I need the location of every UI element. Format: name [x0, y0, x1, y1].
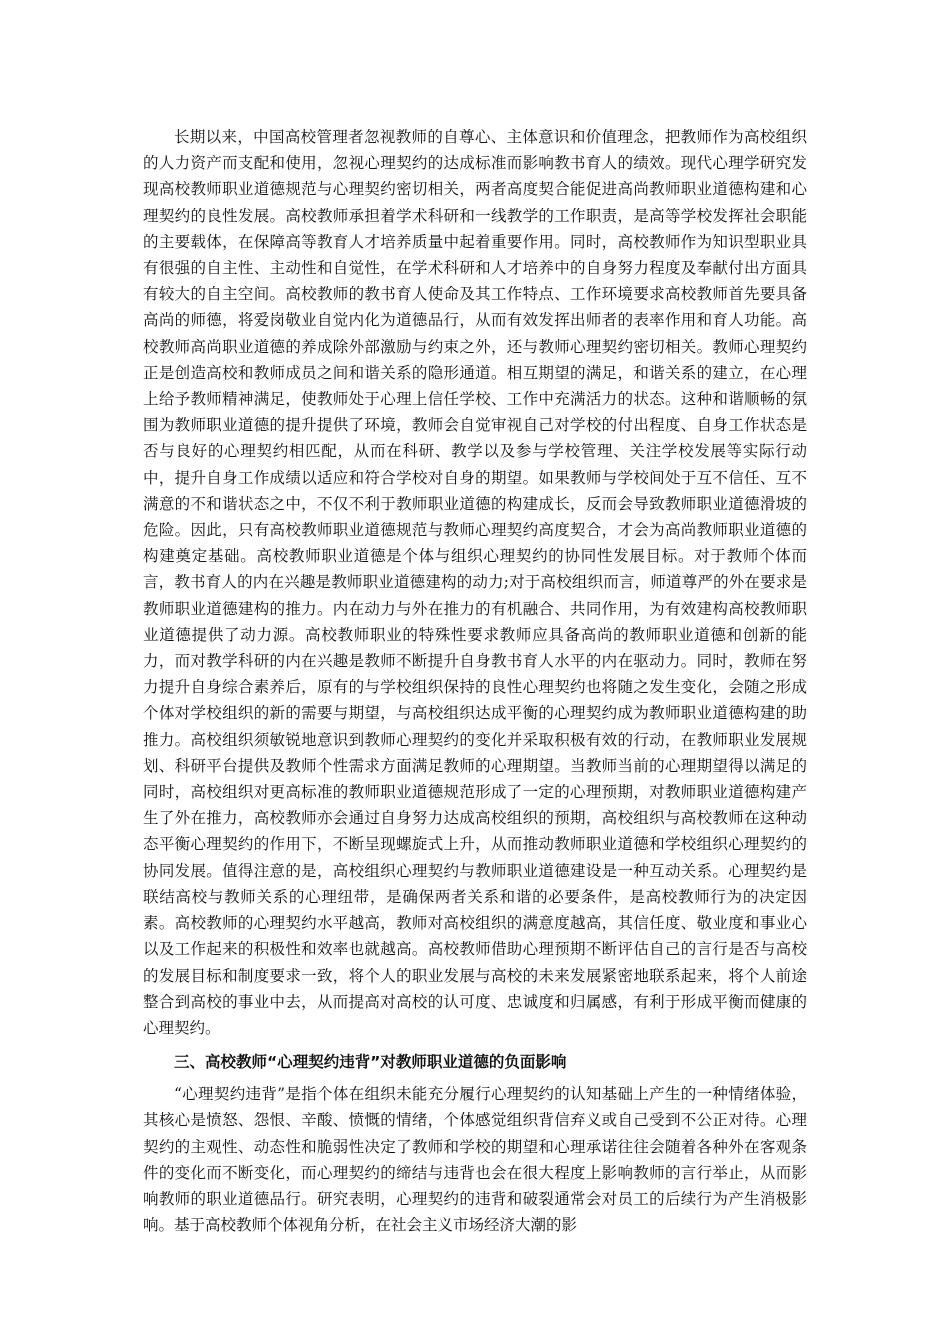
body-paragraph-1: 长期以来，中国高校管理者忽视教师的自尊心、主体意识和价值理念，把教师作为高校组织的人力资产而支配和使用，忽视心理契约的达成标准而影响教书育人的绩效。现代心理学研究发现高校教师职业道德规范与心理契约密切相关，两者高度契合能促进高尚教师职业道德构建和心理契约的良性发展。高校教师承担着学术科研和一线教学的工作职责，是高等学校发挥社会职能的主要载体，在保障高等教育人才培养质量中起着重要作用。同时，高校教师作为知识型职业具有很强的自主性、主动性和自觉性，在学术科研和人才培养中的自身努力程度及奉献付出方面具有较大的自主空间。高校教师的教书育人使命及其工作特点、工作环境要求高校教师首先要具备高尚的师德，将爱岗敬业自觉内化为道德品行，从而有效发挥出师者的表率作用和育人功能。高校教师高尚职业道德的养成除外部激励与约束之外，还与教师心理契约密切相关。教师心理契约正是创造高校和教师成员之间和谐关系的隐形通道。相互期望的满足，和谐关系的建立，在心理上给予教师精神满足，使教师处于心理上信任学校、工作中充满活力的状态。这种和谐顺畅的氛围为教师职业道德的提升提供了环境，教师会自觉审视自己对学校的付出程度、自身工作状态是否与良好的心理契约相匹配，从而在科研、教学以及参与学校管理、关注学校发展等实际行动中，提升自身工作成绩以适应和符合学校对自身的期望。如果教师与学校间处于互不信任、互不满意的不和谐状态之中，不仅不利于教师职业道德的构建成长，反而会导致教师职业道德滑坡的危险。因此，只有高校教师职业道德规范与教师心理契约高度契合，才会为高尚教师职业道德的构建奠定基础。高校教师职业道德是个体与组织心理契约的协同性发展目标。对于教师个体而言，教书育人的内在兴趣是教师职业道德建构的动力;对于高校组织而言，师道尊严的外在要求是教师职业道德建构的推力。内在动力与外在推力的有机融合、共同作用，为有效建构高校教师职业道德提供了动力源。高校教师职业的特殊性要求教师应具备高尚的教师职业道德和创新的能力，而对教学科研的内在兴趣是教师不断提升自身教书育人水平的内在驱动力。同时，教师在努力提升自身综合素养后，原有的与学校组织保持的良性心理契约也将随之发生变化，会随之形成个体对学校组织的新的需要与期望，与高校组织达成平衡的心理契约成为教师职业道德构建的助推力。高校组织须敏锐地意识到教师心理契约的变化并采取积极有效的行动，在教师职业发展规划、科研平台提供及教师个性需求方面满足教师的心理期望。当教师当前的心理期望得以满足的同时，高校组织对更高标准的教师职业道德规范形成了一定的心理预期，对教师职业道德构建产生了外在推力，高校教师亦会通过自身努力达成高校组织的预期，高校组织与高校教师在这种动态平衡心理契约的作用下，不断呈现螺旋式上升，从而推动教师职业道德和学校组织心理契约的协同发展。值得注意的是，高校组织心理契约与教师职业道德建设是一种互动关系。心理契约是联结高校与教师关系的心理纽带，是确保两者关系和谐的必要条件，是高校教师行为的决定因素。高校教师的心理契约水平越高，教师对高校组织的满意度越高，其信任度、敬业度和事业心以及工作起来的积极性和效率也就越高。高校教师借助心理预期不断评估自己的言行是否与高校的发展目标和制度要求一致，将个人的职业发展与高校的未来发展紧密地联系起来，将个人前途整合到高校的事业中去，从而提高对高校的认可度、忠诚度和归属感，有利于形成平衡而健康的心理契约。	[143, 128, 807, 1037]
document-page	[143, 124, 807, 1238]
section-heading: 三、高校教师“心理契约违背”对教师职业道德的负面影响	[174, 1053, 567, 1072]
body-paragraph-2: “心理契约违背”是指个体在组织未能充分履行心理契约的认知基础上产生的一种情绪体验，其核心是愤怒、怨恨、辛酸、愤慨的情绪，个体感觉组织背信弃义或自己受到不公正对待。心理契约的主观性、动态性和脆弱性决定了教师和学校的期望和心理承诺往往会随着各种外在客观条件的变化而不断变化，而心理契约的缔结与违背也会在很大程度上影响教师的言行举止，从而影响教师的职业道德品行。研究表明，心理契约的违背和破裂通常会对员工的后续行为产生消极影响。基于高校教师个体视角分析，在社会主义市场经济大潮的影	[143, 1085, 807, 1235]
